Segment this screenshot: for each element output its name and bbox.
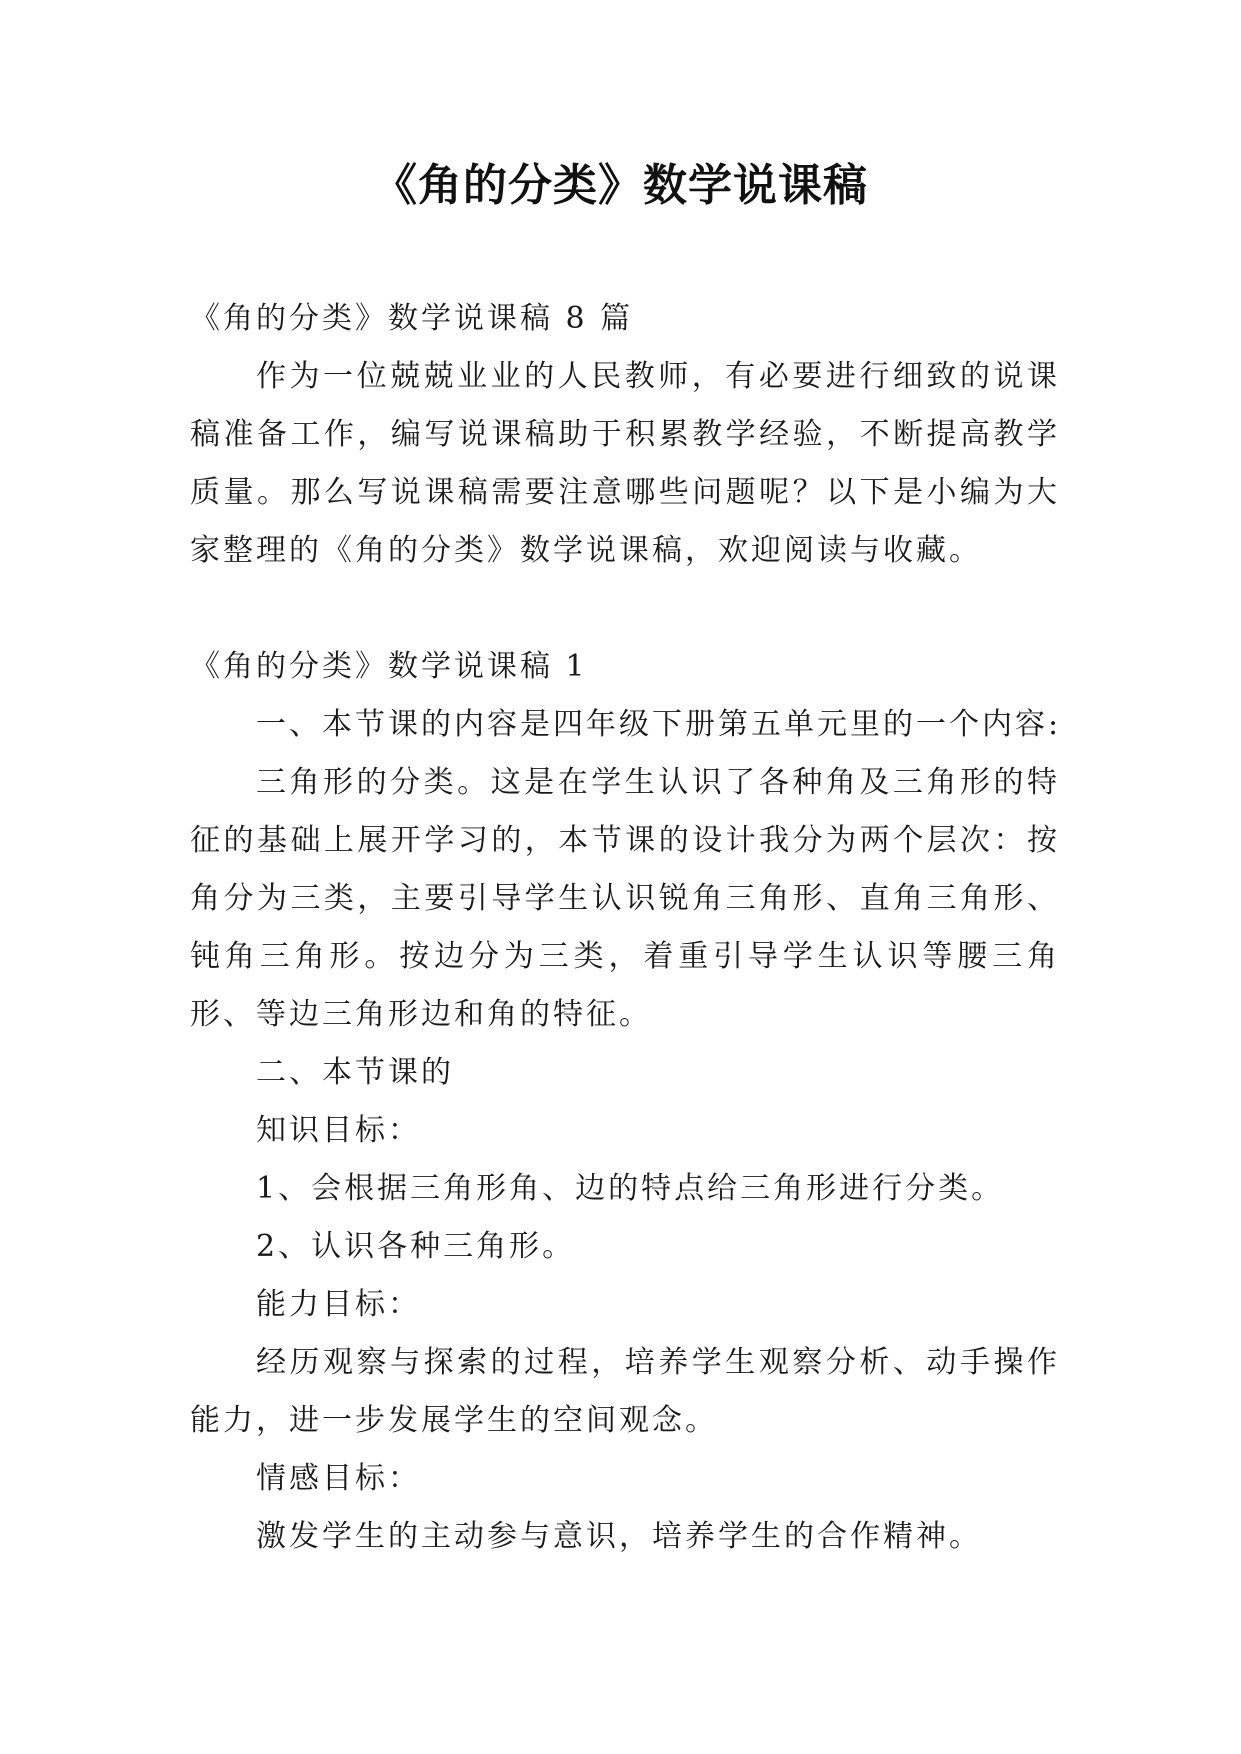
document-body bbox=[190, 290, 1060, 1566]
intro-paragraph: 作为一位兢兢业业的人民教师，有必要进行细致的说课稿准备工作，编写说课稿助于积累教学经验，不断提高教学质量。那么写说课稿需要注意哪些问题呢？以下是小编为大家整理的《角的分类》数学说课稿，欢迎阅读与收藏。 bbox=[190, 359, 1060, 568]
collection-heading: 《角的分类》数学说课稿 8 篇 bbox=[190, 301, 634, 336]
knowledge-goal-item-2: 2、认识各种三角形。 bbox=[256, 1229, 576, 1264]
page-title: 《角的分类》数学说课稿 bbox=[373, 160, 868, 211]
emotion-goal-paragraph: 激发学生的主动参与意识，培养学生的合作精神。 bbox=[256, 1519, 982, 1554]
section-heading: 《角的分类》数学说课稿 1 bbox=[190, 649, 588, 684]
ability-goal-label: 能力目标： bbox=[256, 1287, 421, 1322]
point-one-paragraph: 三角形的分类。这是在学生认识了各种角及三角形的特征的基础上展开学习的，本节课的设计我分为两个层次：按角分为三类，主要引导学生认识锐角三角形、直角三角形、钝角三角形。按边分为三类，着重引导学生认识等腰三角形、等边三角形边和角的特征。 bbox=[190, 765, 1060, 1032]
emotion-goal-label: 情感目标： bbox=[256, 1461, 421, 1496]
ability-goal-paragraph: 经历观察与探索的过程，培养学生观察分析、动手操作能力，进一步发展学生的空间观念。 bbox=[190, 1345, 1060, 1438]
knowledge-goal-label: 知识目标： bbox=[256, 1113, 421, 1148]
point-one-line: 一、本节课的内容是四年级下册第五单元里的一个内容: bbox=[256, 707, 1062, 742]
paragraph-gap bbox=[190, 580, 1060, 638]
knowledge-goal-item-1: 1、会根据三角形角、边的特点给三角形进行分类。 bbox=[256, 1171, 1005, 1206]
point-two-line: 二、本节课的 bbox=[256, 1055, 454, 1090]
